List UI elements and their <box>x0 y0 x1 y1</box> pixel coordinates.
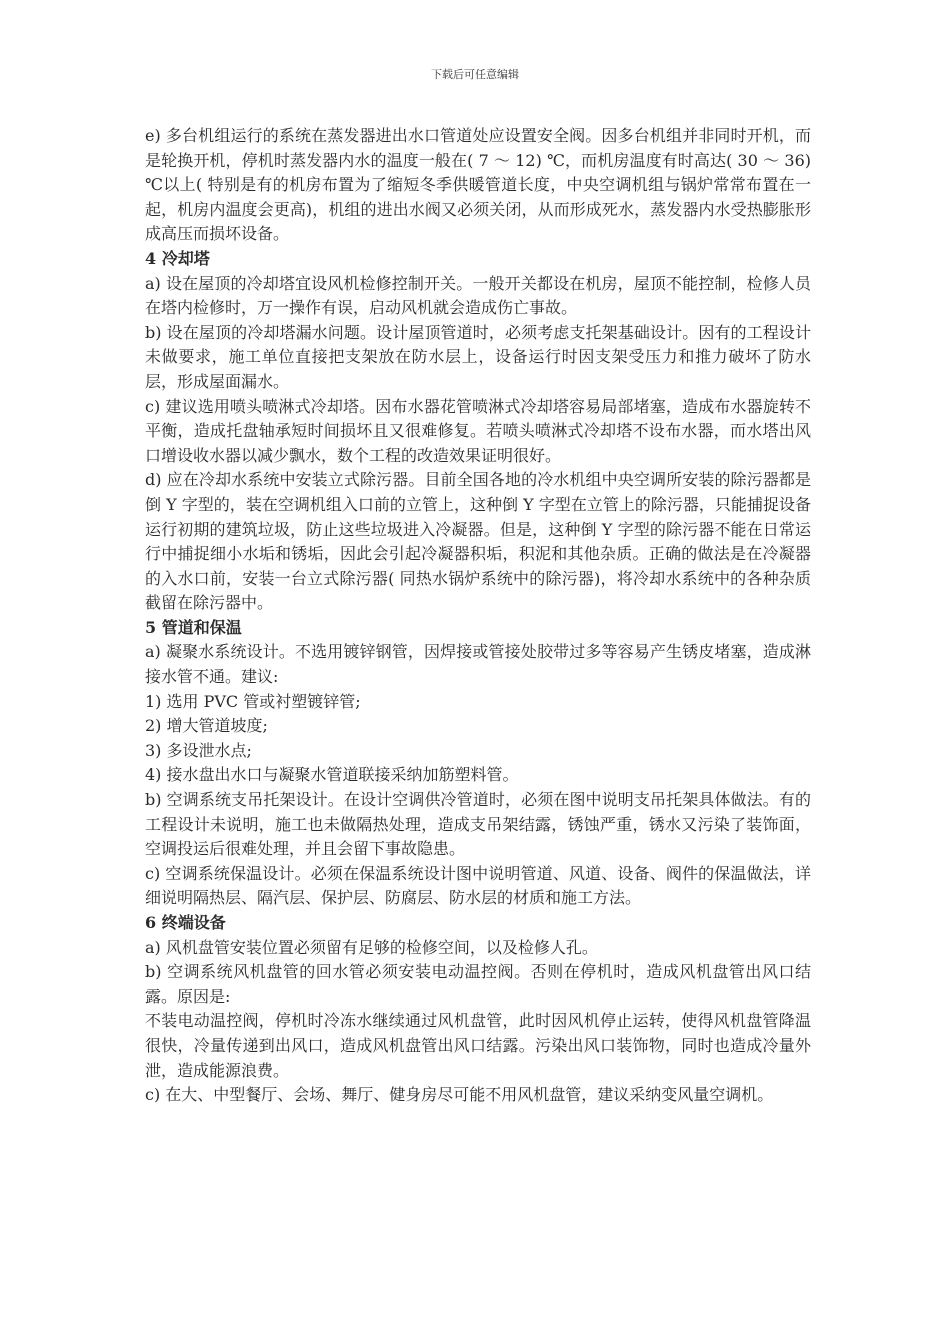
paragraph-5a: a) 凝聚水系统设计。不选用镀锌钢管，因焊接或管接处胶带过多等容易产生锈皮堵塞，造成淋接水管不通。建议: <box>145 642 811 687</box>
list-item-3: 3) 多设泄水点; <box>145 740 252 760</box>
paragraph-6a: a) 风机盘管安装位置必须留有足够的检修空间，以及检修人孔。 <box>145 937 598 957</box>
paragraph-6c: c) 在大、中型餐厅、会场、舞厅、健身房尽可能不用风机盘管，建议采纳变风量空调机。 <box>145 1085 774 1105</box>
paragraph-4b: b) 设在屋顶的冷却塔漏水问题。设计屋顶管道时，必须考虑支托架基础设计。因有的工程设计未做要求，施工单位直接把支架放在防水层上，设备运行时因支架受压力和推力破坏了防水层，形成屋面漏水。 <box>145 322 811 391</box>
paragraph-5b: b) 空调系统支吊托架设计。在设计空调供冷管道时，必须在图中说明支吊托架具体做法。有的工程设计未说明，施工也未做隔热处理，造成支吊架结露，锈蚀严重，锈水又污染了装饰面，空调投运后很难处理，并且会留下事故隐患。 <box>145 790 811 859</box>
page-header: 下载后可任意编辑 <box>431 68 519 81</box>
paragraph-4a: a) 设在屋顶的冷却塔宜设风机检修控制开关。一般开关都设在机房，屋顶不能控制，检修人员在塔内检修时，万一操作有误，启动风机就会造成伤亡事故。 <box>145 273 811 318</box>
paragraph-5e-safety-valve: e) 多台机组运行的系统在蒸发器进出水口管道处应设置安全阀。因多台机组并非同时开机，而是轮换开机，停机时蒸发器内水的温度一般在( 7 ～ 12) ℃，而机房温度有时高达( 30 ～ 36) ℃以上( 特别是有的机房布置为了缩短冬季供暖管道长度，中央空调机组与锅炉常常布置在一起，机房内温度会更高)，机组的进出水阀又必须关闭，从而形成死水，蒸发器内水受热膨胀形成高压而损坏设备。 <box>145 126 811 244</box>
list-item-2: 2) 增大管道坡度; <box>145 716 268 736</box>
paragraph-4c: c) 建议选用喷头喷淋式冷却塔。因布水器花管喷淋式冷却塔容易局部堵塞，造成布水器旋转不平衡，造成托盘轴承短时间损坏且又很难修复。若喷头喷淋式冷却塔不设布水器，而水塔出风口增设收水器以减少飘水，数个工程的改造效果证明很好。 <box>145 396 811 465</box>
list-item-1: 1) 选用 PVC 管或衬塑镀锌管; <box>145 691 361 711</box>
section-heading-piping-insulation: 5 管道和保温 <box>145 617 242 637</box>
list-item-4: 4) 接水盘出水口与凝聚水管道联接采纳加筋塑料管。 <box>145 765 519 785</box>
section-heading-cooling-tower: 4 冷却塔 <box>145 248 210 268</box>
paragraph-6b-reason: 不装电动温控阀，停机时冷冻水继续通过风机盘管，此时因风机停止运转，使得风机盘管降温很快，冷量传递到出风口，造成风机盘管出风口结露。污染出风口装饰物，同时也造成冷量外泄，造成能源浪费。 <box>145 1011 811 1080</box>
paragraph-5c: c) 空调系统保温设计。必须在保温系统设计图中说明管道、风道、设备、阀件的保温做法，详细说明隔热层、隔汽层、保护层、防腐层、防水层的材质和施工方法。 <box>145 863 811 908</box>
section-heading-terminal-equipment: 6 终端设备 <box>145 913 226 932</box>
document-body <box>145 124 811 1108</box>
paragraph-4d: d) 应在冷却水系统中安装立式除污器。目前全国各地的冷水机组中央空调所安装的除污器都是倒 Y 字型的，装在空调机组入口前的立管上，这种倒 Y 字型在立管上的除污器，只能捕捉设备运行初期的建筑垃圾，防止这些垃圾进入冷凝器。但是，这种倒 Y 字型的除污器不能在日常运行中捕捉细小水垢和锈垢，因此会引起冷凝器积垢，积泥和其他杂质。正确的做法是在冷凝器的入水口前，安装一台立式除污器( 同热水锅炉系统中的除污器)，将冷却水系统中的各种杂质截留在除污器中。 <box>145 470 811 613</box>
paragraph-6b: b) 空调系统风机盘管的回水管必须安装电动温控阀。否则在停机时，造成风机盘管出风口结露。原因是: <box>145 962 811 1006</box>
